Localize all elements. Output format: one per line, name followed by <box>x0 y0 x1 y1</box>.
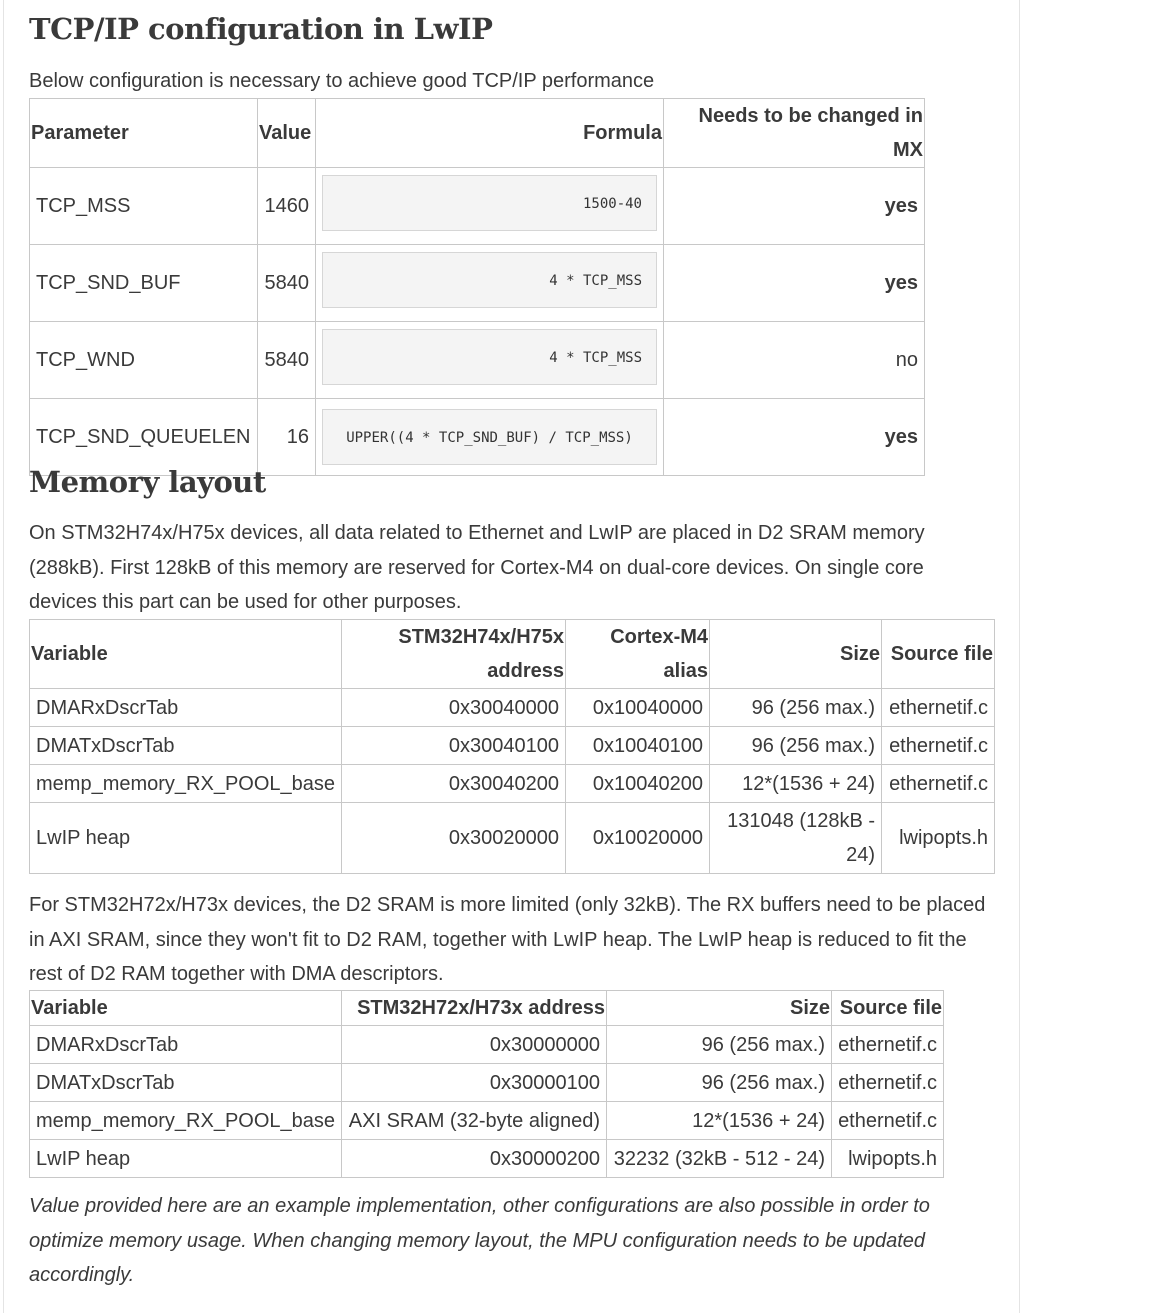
cell-formula <box>316 322 664 399</box>
tcp-config-table <box>29 98 925 476</box>
cell-value: 5840 <box>258 322 316 399</box>
cell-parameter: TCP_WND <box>30 322 258 399</box>
cell-variable: DMATxDscrTab <box>30 727 342 765</box>
formula-code: 4 * TCP_MSS <box>322 252 657 308</box>
cell-address: 0x30000100 <box>342 1064 607 1102</box>
col-header-address: STM32H74x/H75x address <box>342 620 566 689</box>
cell-alias: 0x10040100 <box>566 727 710 765</box>
page-right-border <box>1019 0 1020 1313</box>
cell-address: 0x30000200 <box>342 1140 607 1178</box>
col-header-changed: Needs to be changed in MX <box>664 99 925 168</box>
page-left-border <box>3 0 4 1313</box>
h72x-intro-text: For STM32H72x/H73x devices, the D2 SRAM is more limited (only 32kB). The RX buffers need to be placed in AXI SRAM, since they won't fit to D2 RAM, together with LwIP heap. The LwIP heap is reduced to fit the rest of D2 RAM together with DMA descriptors. <box>29 894 986 985</box>
formula-code: 1500-40 <box>322 175 657 231</box>
cell-source: ethernetif.c <box>832 1064 944 1102</box>
cell-size: 96 (256 max.) <box>710 727 882 765</box>
cell-address: AXI SRAM (32-byte aligned) <box>342 1102 607 1140</box>
cell-value: 5840 <box>258 245 316 322</box>
cell-size: 96 (256 max.) <box>710 689 882 727</box>
memory-layout-h74x-table <box>29 619 995 874</box>
cell-address: 0x30000000 <box>342 1026 607 1064</box>
table-row <box>30 803 995 874</box>
table-row <box>30 1026 944 1064</box>
table-row <box>30 168 925 245</box>
cell-size: 32232 (32kB - 512 - 24) <box>607 1140 832 1178</box>
col-header-source: Source file <box>832 991 944 1026</box>
cell-address: 0x30040000 <box>342 689 566 727</box>
col-header-formula: Formula <box>316 99 664 168</box>
cell-size: 131048 (128kB - 24) <box>710 803 882 874</box>
col-header-address: STM32H72x/H73x address <box>342 991 607 1026</box>
cell-formula <box>316 245 664 322</box>
memory-layout-h72x-table <box>29 990 944 1178</box>
cell-variable: LwIP heap <box>30 803 342 874</box>
cell-value: 16 <box>258 399 316 476</box>
col-header-size: Size <box>607 991 832 1026</box>
cell-changed: yes <box>664 399 925 476</box>
table-row <box>30 245 925 322</box>
col-header-variable: Variable <box>30 991 342 1026</box>
cell-source: lwipopts.h <box>832 1140 944 1178</box>
cell-address: 0x30040200 <box>342 765 566 803</box>
table-row <box>30 322 925 399</box>
col-header-source: Source file <box>882 620 995 689</box>
cell-address: 0x30020000 <box>342 803 566 874</box>
cell-variable: DMATxDscrTab <box>30 1064 342 1102</box>
cell-changed: no <box>664 322 925 399</box>
col-header-value: Value <box>258 99 316 168</box>
cell-size: 96 (256 max.) <box>607 1064 832 1102</box>
cell-changed: yes <box>664 168 925 245</box>
cell-alias: 0x10040000 <box>566 689 710 727</box>
formula-code: 4 * TCP_MSS <box>322 329 657 385</box>
tcp-section-heading: TCP/IP configuration in LwIP <box>29 12 493 46</box>
col-header-size: Size <box>710 620 882 689</box>
memory-intro-text: On STM32H74x/H75x devices, all data related to Ethernet and LwIP are placed in D2 SRAM memory (288kB). First 128kB of this memory are reserved for Cortex-M4 on dual-core devices. On single core devices this part can be used for other purposes. <box>29 522 925 613</box>
cell-parameter: TCP_SND_QUEUELEN <box>30 399 258 476</box>
col-header-alias: Cortex-M4 alias <box>566 620 710 689</box>
table-row <box>30 399 925 476</box>
cell-alias: 0x10020000 <box>566 803 710 874</box>
cell-source: ethernetif.c <box>882 765 995 803</box>
table-header-row <box>30 99 925 168</box>
table-row <box>30 727 995 765</box>
cell-variable: LwIP heap <box>30 1140 342 1178</box>
cell-formula <box>316 168 664 245</box>
cell-size: 96 (256 max.) <box>607 1026 832 1064</box>
cell-parameter: TCP_MSS <box>30 168 258 245</box>
cell-variable: DMARxDscrTab <box>30 1026 342 1064</box>
tcp-intro-text: Below configuration is necessary to achieve good TCP/IP performance <box>29 70 655 92</box>
cell-source: ethernetif.c <box>832 1102 944 1140</box>
table-row <box>30 1064 944 1102</box>
table-row <box>30 1102 944 1140</box>
cell-variable: DMARxDscrTab <box>30 689 342 727</box>
cell-variable: memp_memory_RX_POOL_base <box>30 1102 342 1140</box>
cell-value: 1460 <box>258 168 316 245</box>
cell-changed: yes <box>664 245 925 322</box>
cell-address: 0x30040100 <box>342 727 566 765</box>
cell-variable: memp_memory_RX_POOL_base <box>30 765 342 803</box>
col-header-variable: Variable <box>30 620 342 689</box>
memory-note-text: Value provided here are an example implementation, other configurations are also possible in order to optimize memory usage. When changing memory layout, the MPU configuration needs to be updated accordingly. <box>29 1195 930 1286</box>
cell-source: ethernetif.c <box>882 689 995 727</box>
table-row <box>30 1140 944 1178</box>
cell-alias: 0x10040200 <box>566 765 710 803</box>
cell-size: 12*(1536 + 24) <box>710 765 882 803</box>
cell-size: 12*(1536 + 24) <box>607 1102 832 1140</box>
table-row <box>30 765 995 803</box>
col-header-parameter: Parameter <box>30 99 258 168</box>
cell-source: ethernetif.c <box>882 727 995 765</box>
table-row <box>30 689 995 727</box>
cell-formula <box>316 399 664 476</box>
cell-source: lwipopts.h <box>882 803 995 874</box>
memory-section-heading: Memory layout <box>29 465 266 499</box>
cell-parameter: TCP_SND_BUF <box>30 245 258 322</box>
cell-source: ethernetif.c <box>832 1026 944 1064</box>
table-header-row <box>30 620 995 689</box>
formula-code: UPPER((4 * TCP_SND_BUF) / TCP_MSS) <box>322 409 657 465</box>
table-header-row <box>30 991 944 1026</box>
